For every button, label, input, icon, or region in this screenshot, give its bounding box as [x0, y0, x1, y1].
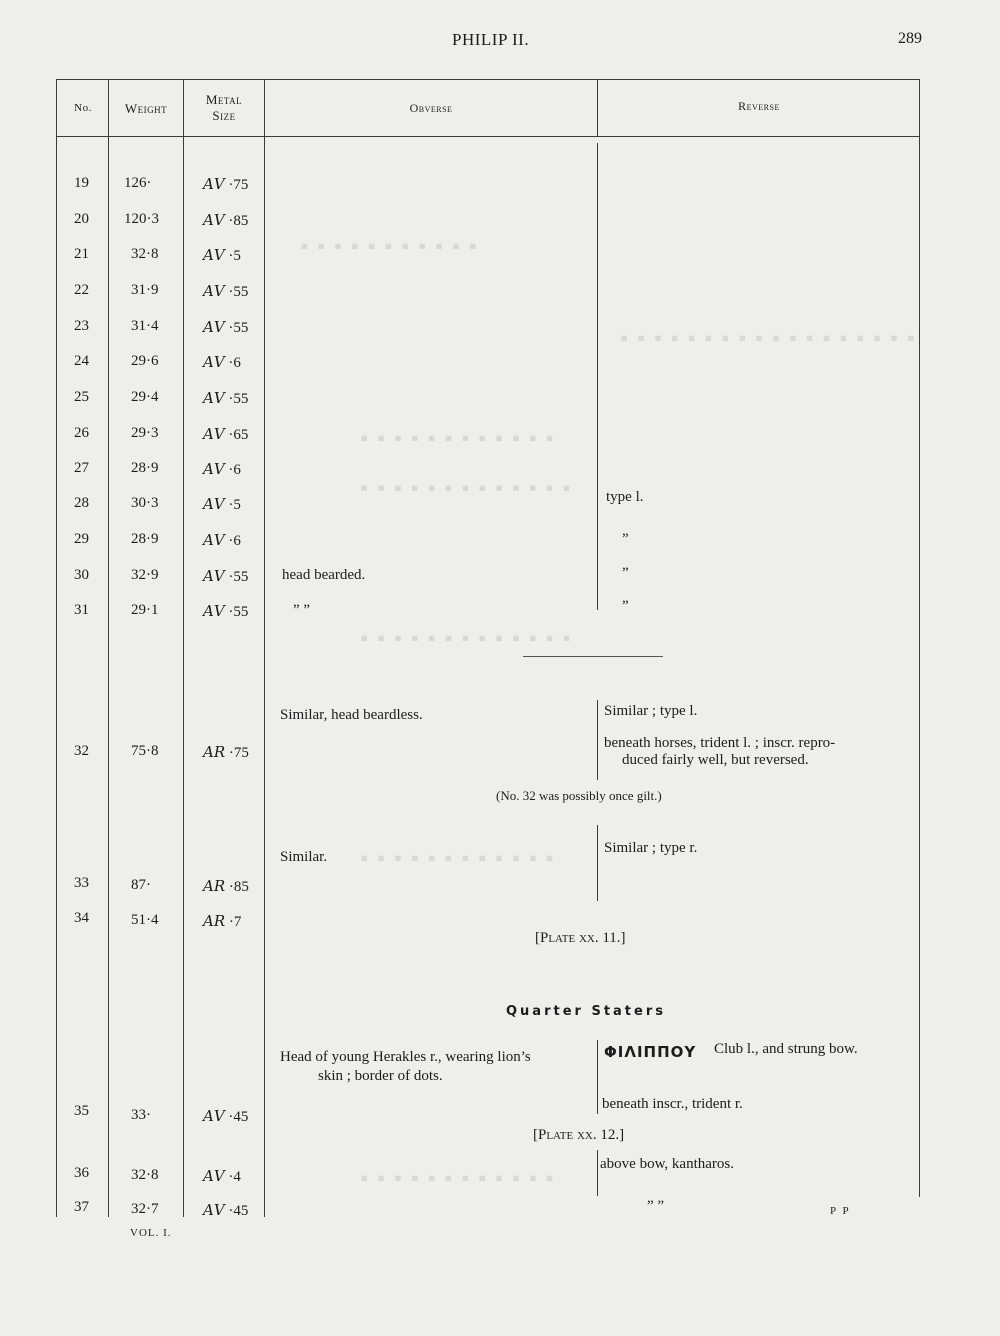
row-weight: 33·: [131, 1107, 151, 1123]
column-divider-obverse-reverse: [597, 700, 598, 780]
row-metal-size: 𝐴𝑉 ·45: [203, 1203, 249, 1219]
reverse-row28: type l.: [606, 489, 644, 505]
obverse-row31-ditto: ” ”: [293, 602, 311, 618]
row-number: 37: [74, 1199, 89, 1215]
row-number: 32: [74, 743, 89, 759]
row-number: 36: [74, 1165, 89, 1181]
row-weight: 120·3: [124, 211, 159, 227]
obverse-herakles-line2: skin ; border of dots.: [318, 1068, 443, 1084]
column-divider-weight-metal: [183, 79, 184, 1217]
row-weight: 32·7: [131, 1201, 159, 1217]
header-reverse: Reverse: [738, 99, 780, 113]
row-weight: 31·4: [131, 318, 159, 334]
table-left-border: [56, 79, 57, 1217]
column-divider-obverse-reverse: [597, 1150, 598, 1196]
gilt-note: (No. 32 was possibly once gilt.): [496, 788, 662, 803]
show-through-text: ▪ ▪ ▪ ▪ ▪ ▪ ▪ ▪ ▪ ▪ ▪ ▪ ▪: [360, 630, 571, 646]
row-metal-size: 𝐴𝑉 ·55: [203, 391, 249, 407]
row-number: 21: [74, 246, 89, 262]
row-weight: 51·4: [131, 912, 159, 928]
reverse-kantharos: above bow, kantharos.: [600, 1156, 734, 1172]
row-number: 20: [74, 211, 89, 227]
running-title: PHILIP II.: [452, 30, 530, 49]
obverse-similar-beardless: Similar, head beardless.: [280, 707, 423, 723]
header-metal: Metal: [205, 92, 243, 107]
reverse-row31-ditto: ”: [622, 598, 629, 614]
show-through-text: ▪ ▪ ▪ ▪ ▪ ▪ ▪ ▪ ▪ ▪ ▪ ▪ ▪: [360, 480, 571, 496]
table-right-border: [919, 79, 920, 1197]
row-number: 22: [74, 282, 89, 298]
row-metal-size: 𝐴𝑅 ·85: [203, 879, 249, 895]
row-weight: 126·: [124, 175, 152, 191]
plate-reference-12: [Plate xx. 12.]: [533, 1127, 625, 1143]
row-weight: 75·8: [131, 743, 159, 759]
greek-inscription: ΦΙΛΙΠΠΟΥ: [604, 1043, 697, 1061]
show-through-text: ▪ ▪ ▪ ▪ ▪ ▪ ▪ ▪ ▪ ▪ ▪ ▪: [360, 850, 554, 866]
row-metal-size: 𝐴𝑉 ·45: [203, 1109, 249, 1125]
row-metal-size: 𝐴𝑉 ·55: [203, 320, 249, 336]
column-divider-obverse-reverse: [597, 825, 598, 901]
show-through-text: ▪ ▪ ▪ ▪ ▪ ▪ ▪ ▪ ▪ ▪ ▪ ▪ ▪ ▪ ▪ ▪ ▪ ▪: [620, 330, 916, 346]
row-weight: 29·3: [131, 425, 159, 441]
reverse-similar-type-l: Similar ; type l.: [604, 703, 698, 719]
row-weight: 29·1: [131, 602, 159, 618]
obverse-row30: head bearded.: [282, 567, 366, 583]
row-number: 35: [74, 1103, 89, 1119]
row-weight: 28·9: [131, 531, 159, 547]
row-metal-size: 𝐴𝑉 ·4: [203, 1169, 241, 1185]
row-weight: 32·8: [131, 1167, 159, 1183]
header-no: No.: [74, 102, 92, 114]
row-number: 26: [74, 425, 89, 441]
reverse-last-ditto: ” ”: [647, 1198, 665, 1214]
row-metal-size: 𝐴𝑉 ·55: [203, 569, 249, 585]
obverse-similar: Similar.: [280, 849, 328, 865]
row-weight: 29·6: [131, 353, 159, 369]
row-number: 27: [74, 460, 89, 476]
row-number: 30: [74, 567, 89, 583]
row-number: 24: [74, 353, 89, 369]
show-through-text: ▪ ▪ ▪ ▪ ▪ ▪ ▪ ▪ ▪ ▪ ▪ ▪: [360, 430, 554, 446]
row-weight: 32·8: [131, 246, 159, 262]
row-weight: 31·9: [131, 282, 159, 298]
show-through-text: ▪ ▪ ▪ ▪ ▪ ▪ ▪ ▪ ▪ ▪ ▪ ▪: [360, 1170, 554, 1186]
reverse-trident-line1: beneath horses, trident l. ; inscr. repro-: [604, 735, 836, 751]
row-weight: 28·9: [131, 460, 159, 476]
header-size: Size: [212, 108, 236, 123]
row-metal-size: 𝐴𝑅 ·75: [203, 745, 249, 761]
reverse-beneath-trident-r: beneath inscr., trident r.: [602, 1096, 743, 1112]
show-through-text: ▪ ▪ ▪ ▪ ▪ ▪ ▪ ▪ ▪ ▪ ▪: [300, 238, 478, 254]
header-bottom-rule: [56, 136, 920, 137]
row-weight: 32·9: [131, 567, 159, 583]
reverse-club-bow: Club l., and strung bow.: [714, 1041, 858, 1057]
header-obverse: Obverse: [409, 101, 453, 115]
page-number: 289: [898, 30, 922, 47]
row-metal-size: 𝐴𝑉 ·55: [203, 284, 249, 300]
row-weight: 30·3: [131, 495, 159, 511]
column-divider-metal-obverse: [264, 79, 265, 1217]
row-number: 23: [74, 318, 89, 334]
row-metal-size: 𝐴𝑉 ·85: [203, 213, 249, 229]
plate-reference-11: [Plate xx. 11.]: [535, 930, 626, 946]
row-weight: 29·4: [131, 389, 159, 405]
column-divider-no-weight: [108, 79, 109, 1217]
row-metal-size: 𝐴𝑉 ·65: [203, 427, 249, 443]
column-divider-obverse-reverse: [597, 79, 598, 136]
row-number: 19: [74, 175, 89, 191]
row-number: 34: [74, 910, 89, 926]
section-title-quarter-staters: Quarter Staters: [506, 1004, 666, 1019]
row-metal-size: 𝐴𝑉 ·55: [203, 604, 249, 620]
row-metal-size: 𝐴𝑉 ·6: [203, 462, 241, 478]
row-metal-size: 𝐴𝑉 ·6: [203, 533, 241, 549]
separator-rule: [523, 656, 663, 657]
obverse-herakles-line1: Head of young Herakles r., wearing lion’s: [280, 1049, 531, 1065]
reverse-row29-ditto: ”: [622, 531, 629, 547]
row-number: 25: [74, 389, 89, 405]
reverse-row30-ditto: ”: [622, 565, 629, 581]
row-metal-size: 𝐴𝑉 ·5: [203, 497, 241, 513]
column-divider-obverse-reverse: [597, 143, 598, 610]
row-metal-size: 𝐴𝑉 ·6: [203, 355, 241, 371]
column-divider-obverse-reverse: [597, 1040, 598, 1114]
reverse-trident-line2: duced fairly well, but reversed.: [622, 752, 809, 768]
row-metal-size: 𝐴𝑉 ·75: [203, 177, 249, 193]
table-top-rule: [56, 79, 920, 80]
row-metal-size: 𝐴𝑅 ·7: [203, 914, 242, 930]
sheet-signature: P P: [830, 1205, 851, 1217]
row-metal-size: 𝐴𝑉 ·5: [203, 248, 241, 264]
row-weight: 87·: [131, 877, 151, 893]
volume-signature: VOL. I.: [130, 1227, 172, 1239]
row-number: 29: [74, 531, 89, 547]
row-number: 31: [74, 602, 89, 618]
row-number: 33: [74, 875, 89, 891]
header-weight: Weight: [124, 101, 168, 116]
reverse-similar-type-r: Similar ; type r.: [604, 840, 698, 856]
row-number: 28: [74, 495, 89, 511]
